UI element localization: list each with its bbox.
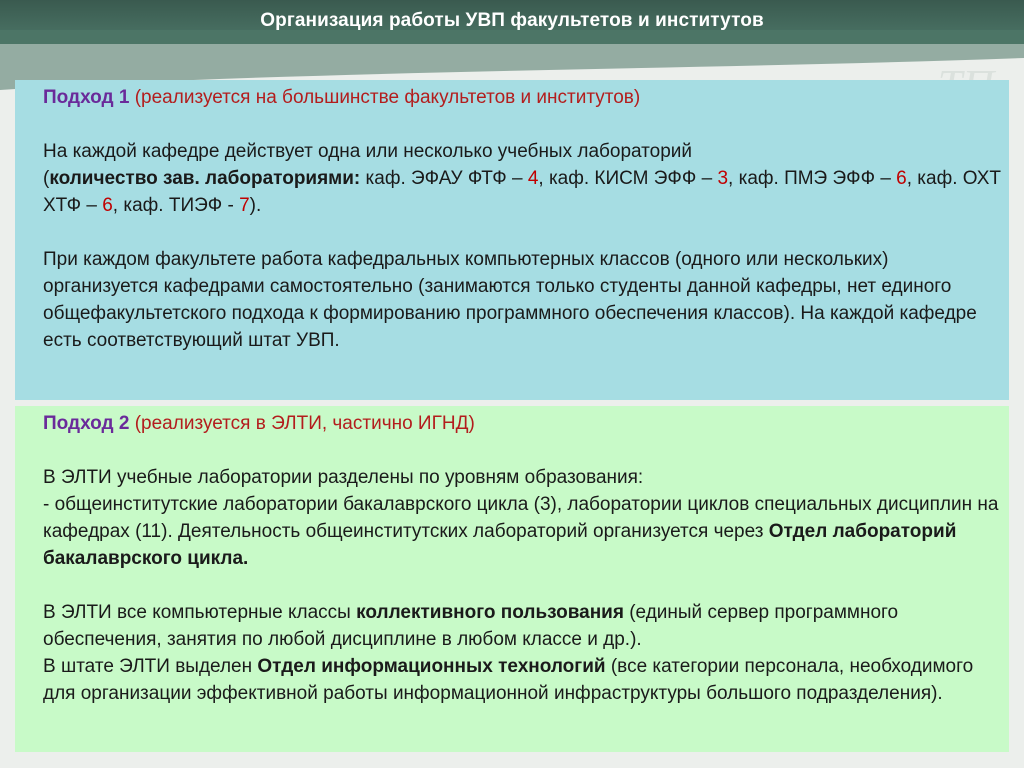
count-number: 6 [896, 168, 907, 189]
approach-1-paragraph-1 [43, 138, 1009, 219]
count-number: 4 [527, 168, 539, 189]
approach-2-paragraph-2 [43, 599, 1009, 707]
approach-2-label: Подход 2 [43, 413, 130, 434]
text-fragment: ). [249, 195, 262, 216]
text-fragment: , каф. КИСМ ЭФФ – [538, 168, 718, 189]
text-fragment: (единый сервер программного обеспечения, занятия по любой дисциплине в любом классе и др.). [43, 602, 899, 650]
bold-fragment: Отдел информационных технологий [257, 656, 606, 677]
approach-2-note: (реализуется в ЭЛТИ, частично ИГНД) [134, 413, 475, 434]
count-number: 7 [239, 195, 250, 216]
approach-2-paragraph-1 [43, 464, 1009, 572]
count-number: 3 [717, 168, 729, 189]
text-line: В ЭЛТИ учебные лаборатории разделены по уровням образования: [43, 467, 644, 488]
text-fragment: , каф. ТИЭФ - [112, 195, 240, 216]
approach-1-label: Подход 1 [43, 87, 130, 108]
approach-1-note: (реализуется на большинстве факультетов и институтов) [134, 87, 641, 108]
text-fragment: В ЭЛТИ все компьютерные классы [43, 602, 357, 623]
approach-2-box [15, 406, 1009, 752]
bold-fragment: количество зав. лабораториями: [49, 168, 361, 189]
approach-1-paragraph-2: При каждом факультете работа кафедральных компьютерных классов (одного или нескольких) организуется кафедрами самостоятельно (занимаются только студенты данной кафедры, нет единого общефакультетского подхода к формированию программного обеспечения классов). На каждой кафедре есть соответствующий штат УВП. [43, 249, 977, 351]
text-fragment: (все категории персонала, необходимого для организации эффективной работы информационной инфраструктуры большого подразделения). [43, 656, 974, 704]
text-fragment: каф. ЭФАУ ФТФ – [360, 168, 528, 189]
text-fragment: , каф. ОХТ ХТФ – [43, 168, 1001, 216]
text-fragment: , каф. ПМЭ ЭФФ – [728, 168, 897, 189]
text-fragment: - общеинститутские лаборатории бакалаврского цикла (3), лаборатории циклов специальных дисциплин на кафедрах (11). Деятельность общеинститутских лабораторий организуется через [43, 494, 999, 542]
page-title: Организация работы УВП факультетов и институтов [260, 10, 764, 31]
count-number: 6 [102, 195, 113, 216]
text-fragment: ( [43, 168, 50, 189]
approach-1-heading [43, 84, 1009, 111]
approach-1-box [15, 80, 1009, 400]
text-line: На каждой кафедре действует одна или несколько учебных лабораторий [43, 141, 693, 162]
bold-fragment: коллективного пользования [356, 602, 624, 623]
approach-2-heading [43, 410, 1009, 437]
bold-fragment: Отдел лабораторий бакалаврского цикла. [43, 521, 957, 569]
text-fragment: В штате ЭЛТИ выделен [43, 656, 258, 677]
